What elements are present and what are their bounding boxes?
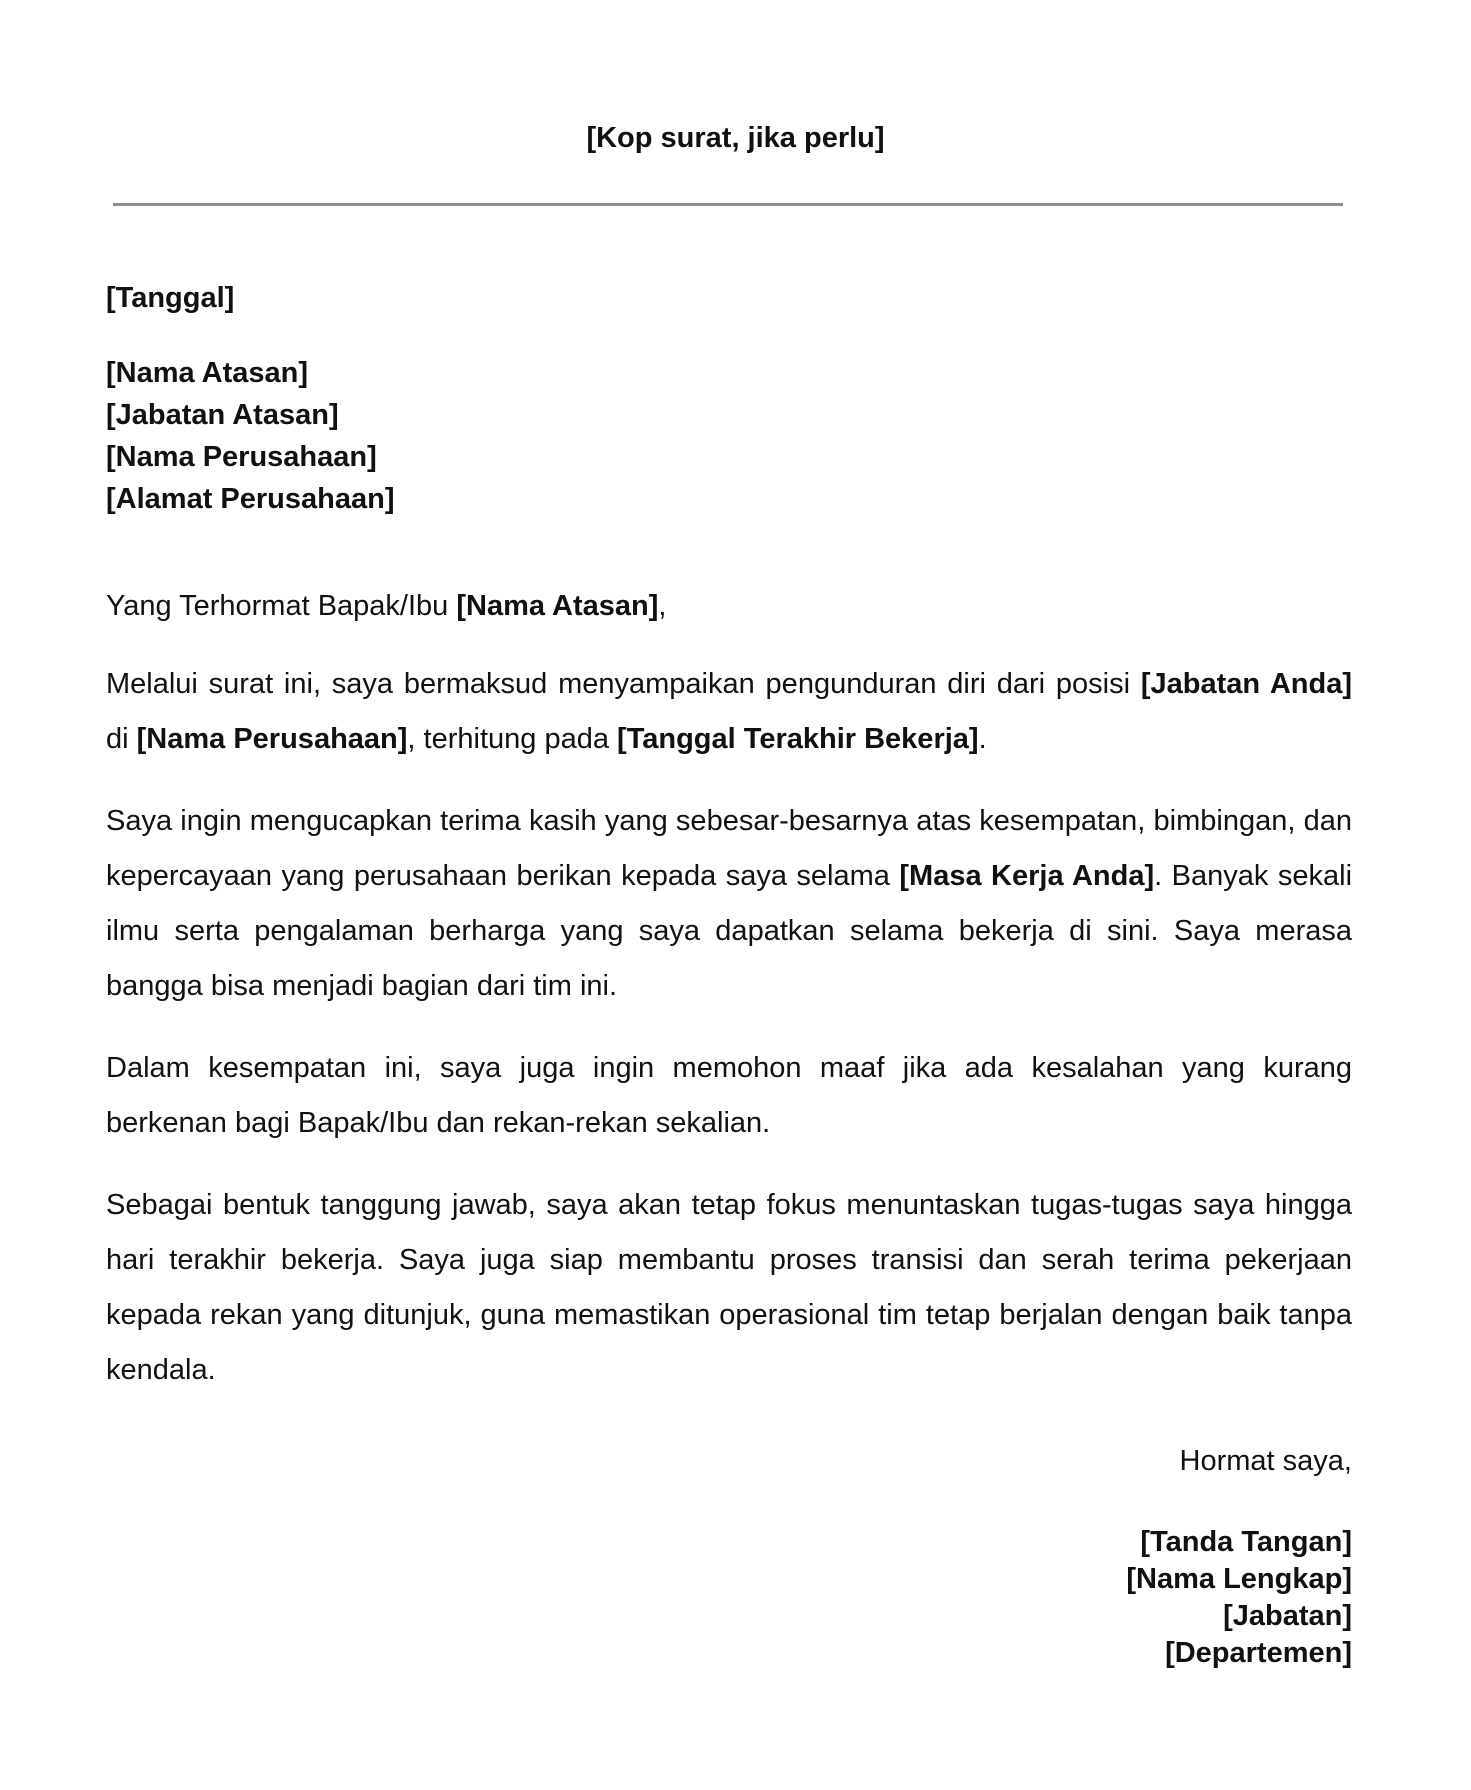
signature-block — [1126, 1524, 1352, 1672]
paragraph-apology: Dalam kesempatan ini, saya juga ingin memohon maaf jika ada kesalahan yang kurang berkenan bagi Bapak/Ibu dan rekan-rekan sekalian. — [106, 1052, 1352, 1139]
header-divider — [113, 203, 1343, 206]
paragraph-text: Saya ingin mengucapkan terima kasih yang sebesar-besarnya atas kesempatan, bimbingan, dan kepercayaan yang perusahaan berikan kepada saya selama — [106, 805, 1352, 892]
salutation-prefix: Yang Terhormat Bapak/Ibu — [106, 590, 457, 622]
signature-sign: [Tanda Tangan] — [1140, 1526, 1352, 1558]
recipient-name: [Nama Atasan] — [106, 357, 308, 389]
letter-date: [Tanggal] — [106, 282, 235, 314]
paragraph-text: Melalui surat ini, saya bermaksud menyampaikan pengunduran diri dari posisi — [106, 668, 1141, 700]
letter-body — [106, 585, 1352, 1425]
letterhead: [Kop surat, jika perlu] — [586, 122, 885, 154]
paragraph-text: . Banyak sekali ilmu serta pengalaman berharga yang saya dapatkan selama bekerja di sini. Saya merasa bangga bisa menjadi bagian dari tim ini. — [106, 860, 1353, 1002]
salutation — [106, 585, 1352, 627]
placeholder-tenure: [Masa Kerja Anda] — [899, 860, 1155, 892]
signature-position: [Jabatan] — [1223, 1600, 1352, 1632]
recipient-position: [Jabatan Atasan] — [106, 399, 339, 431]
salutation-suffix: , — [658, 590, 667, 622]
paragraph-text: . — [978, 723, 987, 755]
paragraph-transition: Sebagai bentuk tanggung jawab, saya akan tetap fokus menuntaskan tugas-tugas saya hingga hari terakhir bekerja. Saya juga siap membantu proses transisi dan serah terima pekerjaan kepada rekan yang ditunjuk, guna memastikan operasional tim tetap berjalan dengan baik tanpa kendala. — [106, 1189, 1352, 1386]
signature-full-name: [Nama Lengkap] — [1126, 1563, 1352, 1595]
recipient-company: [Nama Perusahaan] — [106, 441, 377, 473]
placeholder-last-day: [Tanggal Terakhir Bekerja] — [617, 723, 979, 755]
placeholder-position: [Jabatan Anda] — [1140, 668, 1352, 700]
recipient-address: [Alamat Perusahaan] — [106, 483, 395, 515]
paragraph-resignation — [106, 657, 1352, 767]
paragraph-gratitude — [106, 794, 1352, 1014]
paragraph-text: , terhitung pada — [407, 723, 618, 755]
salutation-name: [Nama Atasan] — [456, 590, 659, 622]
closing: Hormat saya, — [1179, 1445, 1352, 1477]
placeholder-company: [Nama Perusahaan] — [136, 723, 408, 755]
recipient-block — [106, 352, 395, 520]
paragraph-text: di — [106, 723, 137, 755]
signature-department: [Departemen] — [1165, 1637, 1352, 1669]
